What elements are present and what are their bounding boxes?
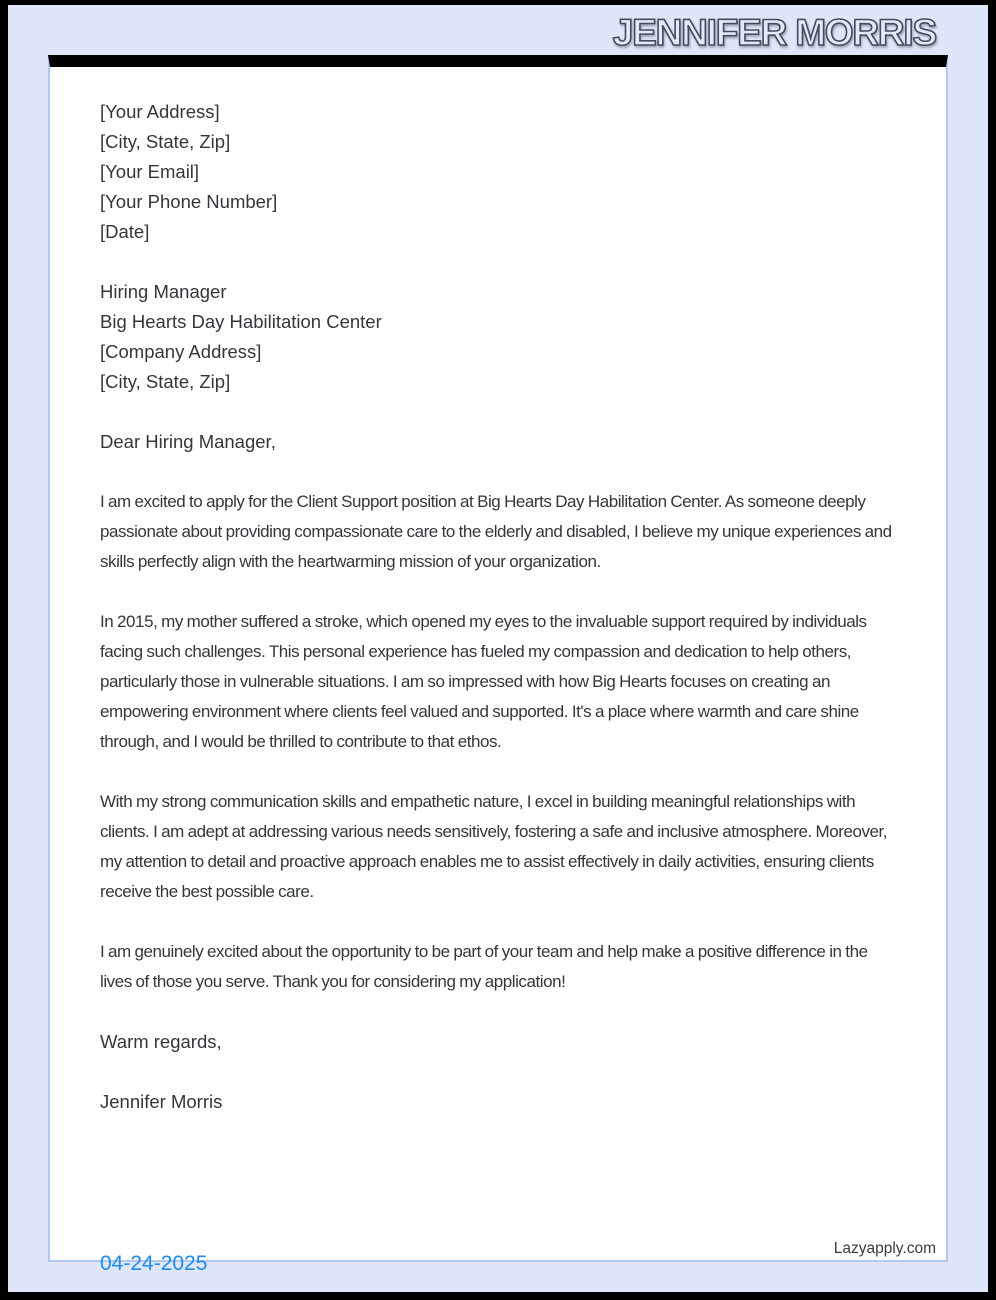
recipient-block bbox=[100, 277, 900, 397]
paragraph-closing: I am genuinely excited about the opportunity to be part of your team and help make a positive difference in the lives of those you serve. Thank you for considering my application! bbox=[100, 942, 868, 991]
paragraph-experience: In 2015, my mother suffered a stroke, which opened my eyes to the invaluable support required by individuals facing such challenges. This personal experience has fueled my compassion and dedication to help others, particularly those in vulnerable situations. I am so impressed with how Big Hearts focuses on creating an empowering environment where clients feel valued and supported. It's a place where warmth and care shine through, and I would be thrilled to contribute to that ethos. bbox=[100, 612, 867, 751]
date-stamp: 04-24-2025 bbox=[100, 1252, 208, 1275]
sender-block bbox=[100, 97, 900, 247]
canvas-background bbox=[8, 5, 988, 1292]
sender-address-line: [Your Address] bbox=[100, 101, 220, 122]
sender-phone-line: [Your Phone Number] bbox=[100, 191, 278, 212]
salutation: Dear Hiring Manager, bbox=[100, 431, 276, 452]
watermark-lazyapply: Lazyapply.com bbox=[833, 1240, 936, 1257]
recipient-title-line: Hiring Manager bbox=[100, 281, 227, 302]
recipient-city-line: [City, State, Zip] bbox=[100, 371, 231, 392]
paragraph-intro: I am excited to apply for the Client Support position at Big Hearts Day Habilitation Center. As someone deeply passionate about providing compassionate care to the elderly and disabled, I believe my unique experiences and skills perfectly align with the heartwarming mission of your organization. bbox=[100, 492, 892, 571]
header-name: JENNIFER MORRIS bbox=[612, 12, 936, 53]
paragraph-skills: With my strong communication skills and empathetic nature, I excel in building meaningful relationships with clients. I am adept at addressing various needs sensitively, fostering a safe and inclusive atmosphere. Moreover, my attention to detail and proactive approach enables me to assist effectively in daily activities, ensuring clients receive the best possible care. bbox=[100, 792, 888, 901]
letter-body bbox=[50, 67, 946, 1117]
letter-page bbox=[48, 55, 948, 1275]
sender-date-line: [Date] bbox=[100, 221, 150, 242]
closing-phrase: Warm regards, bbox=[100, 1031, 222, 1052]
sender-email-line: [Your Email] bbox=[100, 161, 200, 182]
recipient-company-line: Big Hearts Day Habilitation Center bbox=[100, 311, 382, 332]
signature-name: Jennifer Morris bbox=[100, 1091, 223, 1112]
sender-city-line: [City, State, Zip] bbox=[100, 131, 231, 152]
recipient-address-line: [Company Address] bbox=[100, 341, 262, 362]
